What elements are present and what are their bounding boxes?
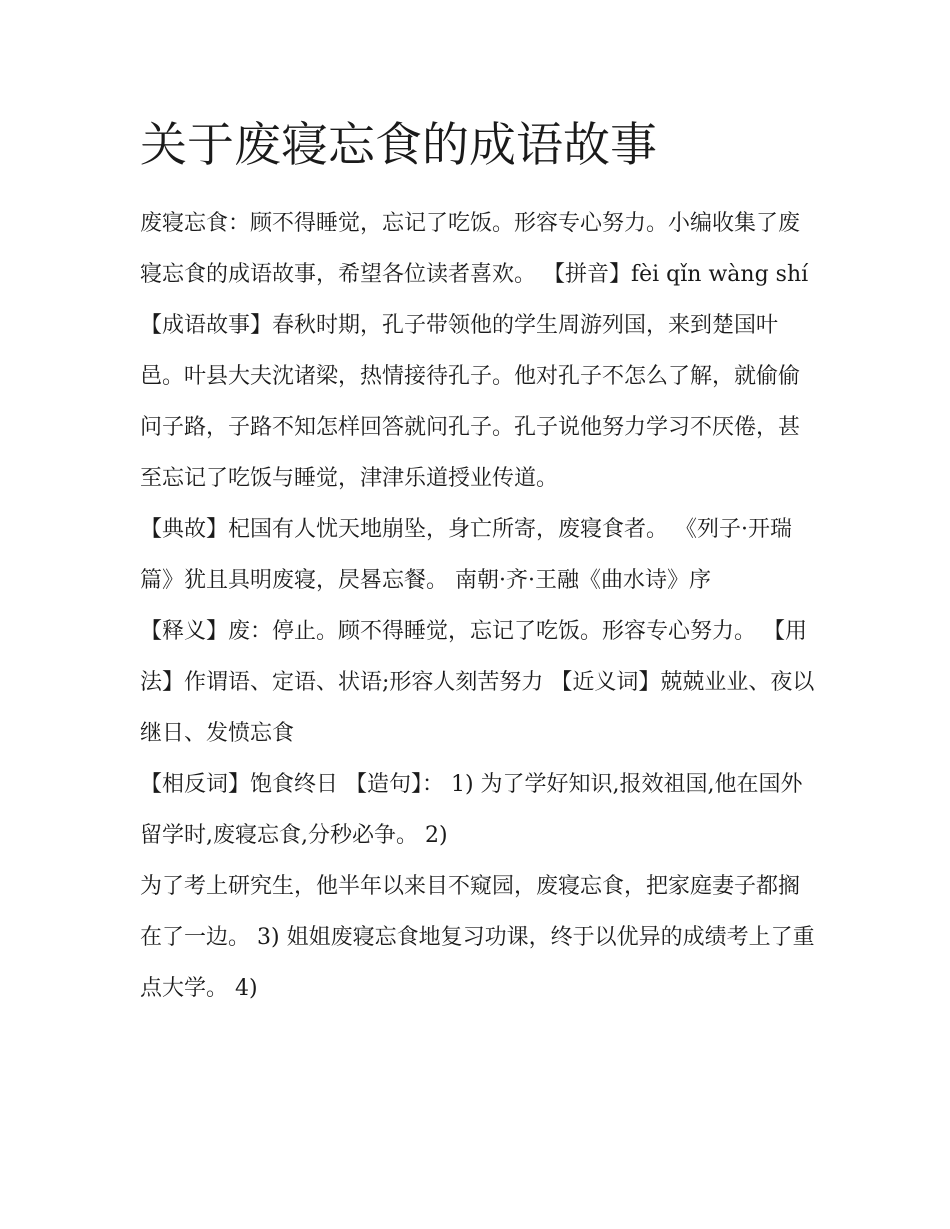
paragraph-story: 【成语故事】春秋时期，孔子带领他的学生周游列国，来到楚国叶邑。叶县大夫沈诸梁，热情接待孔子。他对孔子不怎么了解，就偷偷问子路，子路不知怎样回答就问孔子。孔子说他努力学习不厌倦，甚至忘记了吃饭与睡觉，津津乐道授业传道。: [140, 313, 801, 491]
paragraph-allusion: 【典故】杞国有人忧天地崩坠，身亡所寄，废寝食者。 《列子·开瑞篇》犹且具明废寝，昃晷忘餐。 南朝·齐·王融《曲水诗》序: [140, 517, 792, 593]
paragraph-meaning: 【释义】废：停止。顾不得睡觉，忘记了吃饭。形容专心努力。 【用法】作谓语、定语、状语;形容人刻苦努力 【近义词】兢兢业业、夜以继日、发愤忘食: [140, 619, 815, 746]
paragraph-antonym: 【相反词】饱食终日 【造句】： 1) 为了学好知识,报效祖国,他在国外留学时,废寝忘食,分秒必争。 2): [140, 772, 803, 848]
paragraph-intro: 废寝忘食：顾不得睡觉，忘记了吃饭。形容专心努力。小编收集了废寝忘食的成语故事，希望各位读者喜欢。 【拼音】fèi qǐn wàng shí: [140, 211, 809, 287]
document-page: [140, 112, 820, 1014]
document-title: 关于废寝忘食的成语故事: [140, 118, 657, 173]
paragraph-examples: 为了考上研究生，他半年以来目不窥园，废寝忘食，把家庭妻子都搁在了一边。 3) 姐姐废寝忘食地复习功课，终于以优异的成绩考上了重点大学。 4): [140, 874, 815, 1001]
